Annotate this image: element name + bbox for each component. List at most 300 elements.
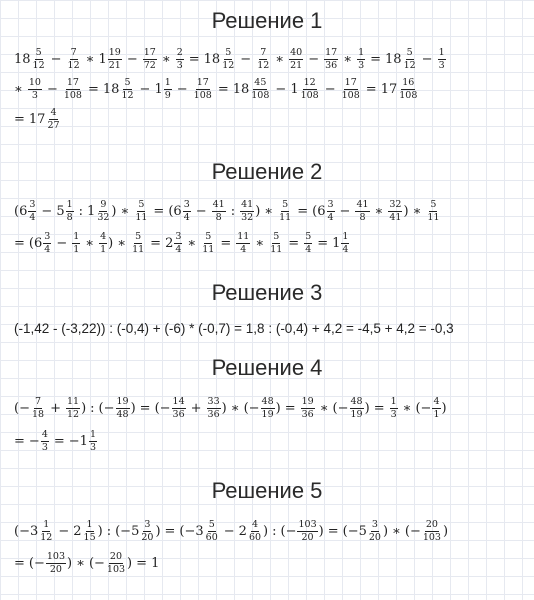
denominator: 36 [207,408,220,420]
denominator: 20 [141,531,154,543]
fraction [355,200,369,222]
denominator: 108 [300,89,319,101]
math-operator: ∗ [230,400,240,416]
solution-3-expression: (-1,42 - (-3,22)) : (-0,4) + (-6) * (-0,7) = 1,8 : (-0,4) + 4,2 = -4,5 + 4,2 = -0,3 [14,321,454,336]
heading-solution-4: Решение 4 [211,355,323,380]
math-term: ) [382,523,389,539]
math-operator: = [297,203,309,219]
math-operator: = [188,51,200,67]
numerator: 5 [305,231,312,242]
fraction [261,397,275,419]
numerator: 3 [44,231,51,242]
solution-1-line-3 [14,108,62,130]
math-operator: : [78,203,84,219]
math-operator: − [58,523,70,539]
numerator: 5 [406,47,413,58]
math-term: 18 [385,51,402,67]
numerator: 41 [212,199,225,210]
denominator: 3 [89,441,96,453]
math-term: ( [312,203,318,219]
fraction [172,397,186,419]
denominator: 3 [31,89,38,101]
denominator: 3 [438,59,445,71]
math-operator: = [53,433,65,449]
solution-5-line-1 [14,520,448,542]
numerator: 4 [433,396,440,407]
math-term: ) [67,555,73,571]
fraction [176,48,184,70]
math-operator: = [288,235,300,251]
math-term: ) [155,523,161,539]
math-operator: = [317,235,329,251]
fraction [46,552,66,574]
math-operator: = [327,523,339,539]
fraction [324,48,338,70]
denominator: 41 [389,211,402,223]
math-term: (− [404,523,421,539]
math-term: (− [28,555,45,571]
denominator: 12 [403,59,416,71]
math-term: ( [179,523,185,539]
numerator: 1 [86,519,93,530]
denominator: 60 [248,531,262,543]
denominator: 36 [301,408,314,420]
denominator: 4 [44,243,51,255]
math-operator: ∗ [264,203,274,219]
denominator: 21 [290,59,303,71]
math-term: ) [81,400,87,416]
math-operator: − [223,523,235,539]
math-term: −5 [120,523,140,539]
math-term: 17 [380,81,398,97]
solution-5-line-2 [14,552,163,574]
numerator: 19 [301,396,314,407]
numerator: 17 [143,47,156,58]
numerator: 4 [251,519,259,530]
math-operator: = [373,400,385,416]
fraction [250,78,270,100]
fraction [106,552,126,574]
math-operator: = [220,235,232,251]
denominator: 32 [241,211,254,223]
numerator: 5 [124,77,131,88]
math-term: −5 [347,523,367,539]
math-term: ) [263,523,269,539]
numerator: 1 [66,199,73,210]
denominator: 60 [205,531,218,543]
fraction [221,48,235,70]
numerator: 7 [34,396,42,407]
math-term: ) [97,523,103,539]
math-operator: = [217,81,229,97]
fraction [269,232,283,254]
math-term: ) [441,400,447,416]
math-term: 18 [203,51,221,67]
fraction [248,520,262,542]
fraction [368,520,382,542]
fraction [96,200,110,222]
numerator: 5 [430,199,437,210]
fraction [205,520,219,542]
fraction [43,232,51,254]
denominator: 108 [63,89,82,101]
denominator: 8 [215,211,222,223]
math-term: −3 [19,523,39,539]
math-term: ) [108,235,114,251]
fraction [46,108,60,130]
math-operator: ∗ [412,203,422,219]
math-operator: = [284,400,296,416]
math-operator: = [87,81,99,97]
denominator: 4 [29,211,36,223]
math-operator: ∗ [76,555,85,571]
denominator: 20 [49,563,62,575]
fraction [32,48,46,70]
math-term: 17 [28,111,46,127]
denominator: 11 [427,211,440,223]
math-operator: ∗ [343,51,353,67]
math-operator: − [275,81,287,97]
fraction [304,232,312,254]
math-term: (− [280,523,297,539]
fraction [341,78,361,100]
fraction [256,48,270,70]
math-operator: ∗ [275,51,285,67]
math-operator: − [46,81,58,97]
numerator: 4 [41,429,48,440]
denominator: 4 [240,243,247,255]
numerator: 5 [135,231,142,242]
math-term: ) [111,203,117,219]
math-operator: : [230,203,236,219]
math-operator: − [324,81,336,97]
denominator: 9 [164,89,171,101]
math-term: 1 [98,51,107,67]
math-term: 18 [14,51,31,67]
fraction [398,78,418,100]
numerator: 1 [73,231,80,242]
denominator: 1 [433,408,440,420]
math-operator: ∗ [85,51,95,67]
solution-4-line-1 [14,397,447,419]
math-operator: + [50,400,61,416]
denominator: 1 [100,243,107,255]
math-term: ) [318,523,324,539]
denominator: 8 [359,211,366,223]
math-term: 1 [154,81,163,97]
math-operator: ∗ [187,235,197,251]
fraction [388,200,402,222]
math-term: ) [221,400,227,416]
numerator: 5 [273,231,280,242]
math-operator: ∗ [14,81,23,97]
numerator: 5 [138,199,145,210]
math-operator: ∗ [392,523,401,539]
math-operator: = [14,433,25,449]
denominator: 11 [132,243,145,255]
fraction [357,48,365,70]
numerator: 17 [344,77,357,88]
fraction [131,232,145,254]
numerator: 103 [298,519,317,530]
math-operator: − [126,51,138,67]
math-operator: − [139,81,151,97]
math-operator: ∗ [402,400,412,416]
fraction [66,397,80,419]
math-term: ( [14,523,20,539]
fraction [426,200,440,222]
heading-solution-5: Решение 5 [211,478,323,503]
numerator: 12 [303,77,316,88]
fraction [28,200,36,222]
fraction [116,397,130,419]
numerator: 5 [208,519,215,530]
fraction [438,48,446,70]
denominator: 72 [143,59,156,71]
math-term: 18 [102,81,120,97]
fraction [278,200,292,222]
denominator: 48 [116,408,129,420]
numerator: 1 [342,231,349,242]
math-term: 6 [173,203,182,219]
numerator: 17 [325,47,338,58]
denominator: 3 [176,59,183,71]
heading-solution-1: Решение 1 [211,8,323,33]
fraction [31,397,45,419]
math-operator: ∗ [117,235,127,251]
fraction [39,520,53,542]
math-operator: − [176,81,188,97]
denominator: 12 [121,89,134,101]
denominator: 4 [175,243,182,255]
math-operator: − [421,51,433,67]
numerator: 40 [290,47,303,58]
math-term: (− [154,400,171,416]
numerator: 45 [254,77,267,88]
math-term: 6 [317,203,326,219]
math-operator: ∗ [85,235,95,251]
fraction [327,200,335,222]
numerator: 10 [28,77,41,88]
math-operator: ∗ [319,400,329,416]
denominator: 18 [31,408,45,420]
numerator: 19 [116,396,129,407]
math-term: ) [364,400,370,416]
math-operator: ∗ [120,203,130,219]
math-term: (− [332,400,349,416]
numerator: 5 [225,47,232,58]
denominator: 108 [341,89,360,101]
denominator: 3 [390,408,397,420]
numerator: 41 [356,199,369,210]
denominator: 108 [399,89,418,101]
denominator: 11 [279,211,292,223]
math-operator: = [150,235,162,251]
math-operator: − [240,51,252,67]
denominator: 3 [41,441,48,453]
numerator: 14 [172,396,185,407]
denominator: 3 [358,59,365,71]
math-term: 1 [87,203,96,219]
solution-2-line-2 [14,232,350,254]
denominator: 103 [422,531,441,543]
numerator: 5 [205,231,212,242]
denominator: 20 [368,531,381,543]
math-operator: − [339,203,351,219]
math-operator: : [272,523,277,539]
math-term: (− [243,400,260,416]
fraction [390,397,398,419]
math-term: (− [415,400,432,416]
fraction [108,48,122,70]
math-term: ) [442,523,449,539]
math-term: ) [403,203,409,219]
fraction [432,397,440,419]
math-term: ( [28,235,34,251]
math-operator: : [90,400,95,416]
denominator: 103 [106,563,126,575]
fraction [67,48,81,70]
fraction [83,520,97,542]
math-operator: ∗ [161,51,171,67]
fraction [72,232,80,254]
numerator: 48 [350,396,363,407]
fraction [236,232,250,254]
denominator: 36 [172,408,185,420]
denominator: 11 [135,211,148,223]
denominator: 4 [183,211,190,223]
math-operator: − [308,51,320,67]
numerator: 2 [176,47,183,58]
fraction [164,78,172,100]
math-term: −1 [68,433,88,449]
denominator: 8 [66,211,73,223]
denominator: 32 [97,211,110,223]
fraction [143,48,157,70]
math-term: 5 [56,203,65,219]
denominator: 11 [202,243,215,255]
numerator: 33 [207,396,220,407]
solution-1-line-2 [14,78,419,100]
solution-2-line-1 [14,200,442,222]
fraction [403,48,417,70]
numerator: 7 [260,47,267,58]
denominator: 27 [47,119,60,131]
math-term: 6 [33,235,43,251]
math-operator: : [106,523,112,539]
denominator: 12 [67,59,80,71]
fraction [66,200,74,222]
fraction [297,520,317,542]
solution-1-line-1 [14,48,447,70]
heading-solution-2: Решение 2 [211,159,323,184]
denominator: 4 [342,243,349,255]
math-term: 2 [238,523,247,539]
denominator: 12 [222,59,235,71]
fraction [289,48,303,70]
math-term: ( [14,203,20,219]
denominator: 4 [327,211,334,223]
math-term: ) [275,400,281,416]
fraction [201,232,215,254]
math-term: ) [130,400,136,416]
math-term: 1 [332,235,341,251]
denominator: 15 [83,531,96,543]
math-term: 2 [165,235,174,251]
denominator: 12 [66,408,80,420]
numerator: 7 [70,47,77,58]
fraction [89,430,97,452]
math-operator: = [164,523,176,539]
math-term: ( [168,203,174,219]
numerator: 9 [100,199,107,210]
numerator: 32 [389,199,402,210]
math-term: (− [88,555,105,571]
numerator: 3 [29,199,36,210]
fraction [63,78,83,100]
math-operator: = [139,400,151,416]
numerator: 17 [66,77,79,88]
numerator: 16 [402,77,415,88]
heading-solution-3: Решение 3 [211,280,323,305]
numerator: 20 [109,551,123,562]
denominator: 12 [257,59,270,71]
denominator: 19 [261,408,274,420]
numerator: 20 [425,519,438,530]
solution-4-line-2 [14,430,98,452]
numerator: 4 [100,231,107,242]
math-operator: = 1 [136,555,160,571]
math-term: (− [98,400,115,416]
math-term: 6 [19,203,28,219]
math-term: −3 [184,523,204,539]
fraction [212,200,226,222]
numerator: 5 [282,199,289,210]
fraction [41,430,49,452]
denominator: 1 [73,243,80,255]
fraction [183,200,191,222]
math-operator: − [41,203,53,219]
math-operator: = [370,51,382,67]
denominator: 108 [193,89,212,101]
math-operator: = [14,555,25,571]
fraction [350,397,364,419]
math-operator: = [14,235,25,251]
numerator: 3 [144,519,151,530]
denominator: 36 [325,59,338,71]
fraction [99,232,107,254]
fraction [134,200,148,222]
math-operator: ∗ [255,235,265,251]
fraction [193,78,213,100]
numerator: 1 [390,396,397,407]
math-operator: = [153,203,165,219]
fraction [120,78,134,100]
denominator: 108 [251,89,270,101]
numerator: 17 [196,77,209,88]
fraction [422,520,442,542]
fraction [240,200,254,222]
denominator: 12 [32,59,45,71]
fraction [301,397,315,419]
denominator: 21 [108,59,121,71]
denominator: 12 [40,531,53,543]
math-operator: − [56,235,68,251]
numerator: 1 [164,77,171,88]
numerator: 1 [358,47,365,58]
numerator: 1 [438,47,445,58]
numerator: 1 [89,429,96,440]
